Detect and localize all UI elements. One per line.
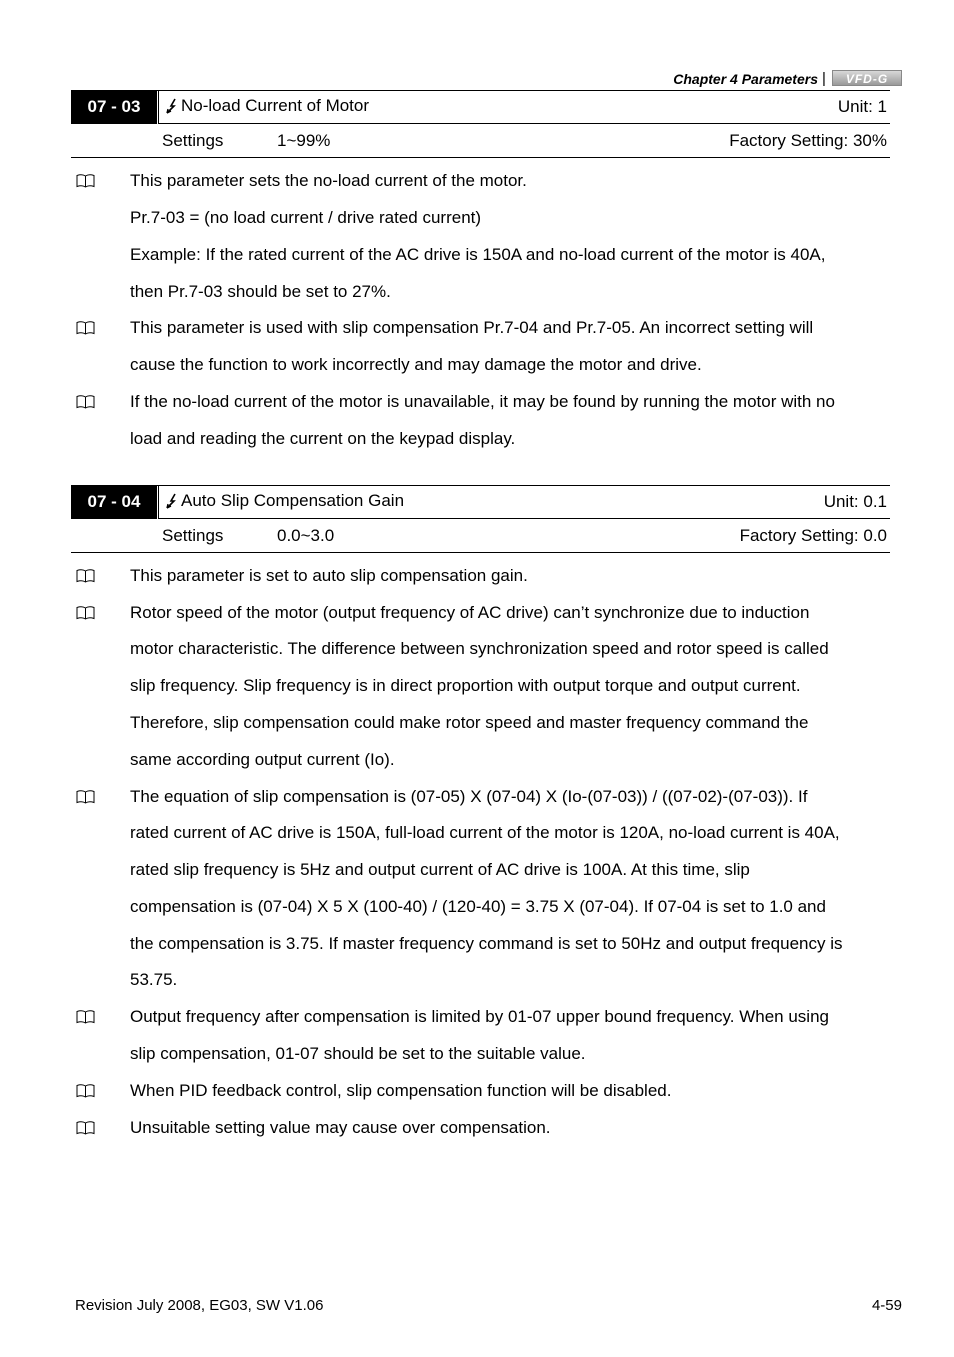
note-line: Unsuitable setting value may cause over compensation. [130, 1118, 551, 1137]
note-line: This parameter is used with slip compensation Pr.7-04 and Pr.7-05. An incorrect setting will [130, 318, 814, 337]
note-line: The equation of slip compensation is (07-05) X (07-04) X (Io-(07-03)) / ((07-02)-(07-03)). If [130, 787, 808, 806]
divider [71, 485, 890, 486]
note-line: rated current of AC drive is 150A, full-load current of the motor is 120A, no-load current is 40A, [130, 823, 840, 842]
book-icon [76, 606, 95, 620]
note-line: Output frequency after compensation is limited by 01-07 upper bound frequency. When using [130, 1007, 829, 1026]
param-unit: Unit: 0.1 [823, 492, 887, 511]
book-icon [76, 1084, 95, 1098]
settings-label: Settings [162, 526, 224, 545]
note-line: load and reading the current on the keypad display. [130, 429, 516, 448]
book-icon [76, 569, 95, 583]
note-line: Pr.7-03 = (no load current / drive rated current) [130, 208, 482, 227]
param-title: No-load Current of Motor [181, 96, 370, 115]
header-separator: | [822, 70, 826, 87]
book-icon [76, 790, 95, 804]
note-line: slip compensation, 01-07 should be set to the suitable value. [130, 1044, 586, 1063]
divider [71, 552, 890, 553]
settings-range: 0.0~3.0 [277, 526, 335, 545]
note-line: Therefore, slip compensation could make rotor speed and master frequency command the [130, 713, 809, 732]
settings-label: Settings [162, 131, 224, 150]
note-line: If the no-load current of the motor is unavailable, it may be found by running the motor with no [130, 392, 835, 411]
note-line: rated slip frequency is 5Hz and output current of AC drive is 100A. At this time, slip [130, 860, 750, 879]
divider [158, 518, 890, 519]
flash-icon [164, 493, 179, 509]
note-line: same according output current (Io). [130, 750, 395, 769]
settings-range: 1~99% [277, 131, 331, 150]
note-line: the compensation is 3.75. If master frequency command is set to 50Hz and output frequency is [130, 934, 843, 953]
book-icon [76, 1010, 95, 1024]
param-code: 07 - 03 [71, 90, 157, 124]
divider [71, 90, 890, 91]
book-icon [76, 1121, 95, 1135]
note-line: 53.75. [130, 970, 178, 989]
factory-setting: Factory Setting: 30% [729, 131, 887, 150]
param-title: Auto Slip Compensation Gain [181, 491, 405, 510]
param-title-row [164, 96, 369, 116]
book-icon [76, 174, 95, 188]
note-line: Rotor speed of the motor (output frequency of AC drive) can’t synchronize due to induction [130, 603, 810, 622]
note-line: This parameter is set to auto slip compensation gain. [130, 566, 528, 585]
page-number: 4-59 [871, 1297, 902, 1314]
param-unit: Unit: 1 [837, 97, 887, 116]
note-line: When PID feedback control, slip compensation function will be disabled. [130, 1081, 672, 1100]
note-line: Example: If the rated current of the AC drive is 150A and no-load current of the motor is 40A, [130, 245, 826, 264]
divider [158, 90, 159, 124]
note-line: then Pr.7-03 should be set to 27%. [130, 282, 391, 301]
param-title-row [164, 491, 404, 511]
note-line: This parameter sets the no-load current of the motor. [130, 171, 527, 190]
divider [158, 123, 890, 124]
note-line: slip frequency. Slip frequency is in direct proportion with output torque and output current. [130, 676, 801, 695]
note-line: cause the function to work incorrectly and may damage the motor and drive. [130, 355, 702, 374]
divider [158, 485, 159, 519]
book-icon [76, 321, 95, 335]
chapter-title: Chapter 4 Parameters [673, 71, 818, 87]
book-icon [76, 395, 95, 409]
revision-footer: Revision July 2008, EG03, SW V1.06 [75, 1297, 324, 1314]
factory-setting: Factory Setting: 0.0 [739, 526, 887, 545]
note-line: compensation is (07-04) X 5 X (100-40) / (120-40) = 3.75 X (07-04). If 07-04 is set to 1.0 and [130, 897, 826, 916]
flash-icon [164, 98, 179, 114]
param-code: 07 - 04 [71, 485, 157, 519]
note-line: motor characteristic. The difference between synchronization speed and rotor speed is called [130, 639, 829, 658]
divider [71, 157, 890, 158]
vfd-logo: VFD-G [832, 70, 902, 86]
